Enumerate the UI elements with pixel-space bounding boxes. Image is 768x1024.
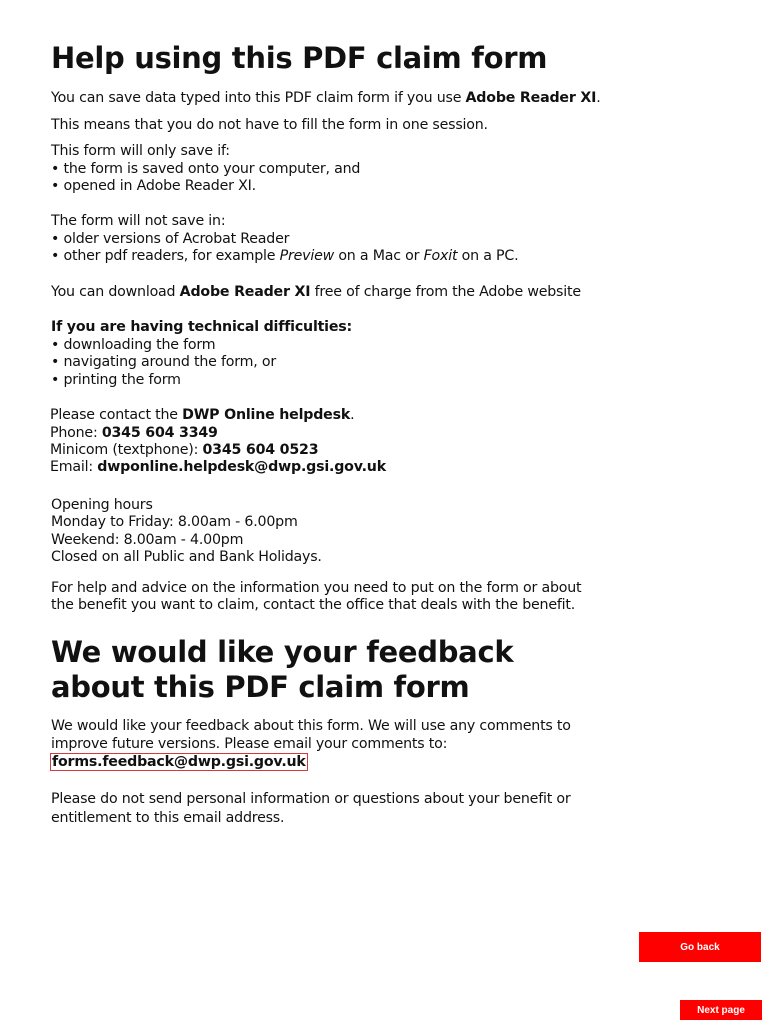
feedback-title: We would like your feedback: [51, 635, 514, 669]
feedback-intro: We would like your feedback about this form. We will use any comments to: [51, 718, 571, 734]
save-intro: You can save data typed into this PDF claim form if you use Adobe Reader XI.: [51, 90, 601, 106]
only-save-heading: This form will only save if:: [51, 143, 230, 159]
helpdesk-email: dwponline.helpdesk@dwp.gsi.gov.uk: [97, 459, 386, 475]
phone-number: 0345 604 3349: [101, 425, 218, 441]
session-note: This means that you do not have to fill the form in one session.: [51, 117, 488, 133]
contact-line: Please contact the DWP Online helpdesk.: [50, 407, 355, 423]
not-save-heading: The form will not save in:: [51, 213, 226, 229]
feedback-email-link[interactable]: forms.feedback@dwp.gsi.gov.uk: [52, 754, 306, 770]
next-page-button[interactable]: Next page: [680, 1000, 762, 1020]
download-note: You can download Adobe Reader XI free of charge from the Adobe website: [51, 284, 581, 300]
hours-closed: Closed on all Public and Bank Holidays.: [51, 549, 322, 565]
feedback-warning: Please do not send personal information or questions about your benefit or: [51, 791, 571, 807]
advice-line: For help and advice on the information you need to put on the form or about: [51, 580, 582, 596]
not-save-item: • older versions of Acrobat Reader: [51, 231, 290, 247]
tech-heading: If you are having technical difficulties:: [51, 319, 352, 335]
only-save-item: • the form is saved onto your computer, and: [51, 161, 361, 177]
feedback-title: about this PDF claim form: [51, 670, 470, 704]
tech-item: • downloading the form: [51, 337, 216, 353]
tech-item: • navigating around the form, or: [51, 354, 277, 370]
minicom-line: Minicom (textphone): 0345 604 0523: [50, 442, 319, 458]
advice-line: the benefit you want to claim, contact the office that deals with the benefit.: [51, 597, 576, 613]
hours-weekend: Weekend: 8.00am - 4.00pm: [51, 532, 244, 548]
email-line: Email: dwponline.helpdesk@dwp.gsi.gov.uk: [50, 459, 386, 475]
minicom-number: 0345 604 0523: [202, 442, 319, 458]
phone-line: Phone: 0345 604 3349: [50, 425, 218, 441]
not-save-item: • other pdf readers, for example Preview on a Mac or Foxit on a PC.: [51, 248, 519, 264]
feedback-warning: entitlement to this email address.: [51, 810, 285, 826]
only-save-item: • opened in Adobe Reader XI.: [51, 178, 256, 194]
go-back-button[interactable]: Go back: [639, 932, 761, 962]
hours-weekday: Monday to Friday: 8.00am - 6.00pm: [51, 514, 298, 530]
tech-item: • printing the form: [51, 372, 181, 388]
hours-heading: Opening hours: [51, 497, 153, 513]
help-title: Help using this PDF claim form: [51, 41, 548, 75]
feedback-intro: improve future versions. Please email your comments to:: [51, 736, 448, 752]
